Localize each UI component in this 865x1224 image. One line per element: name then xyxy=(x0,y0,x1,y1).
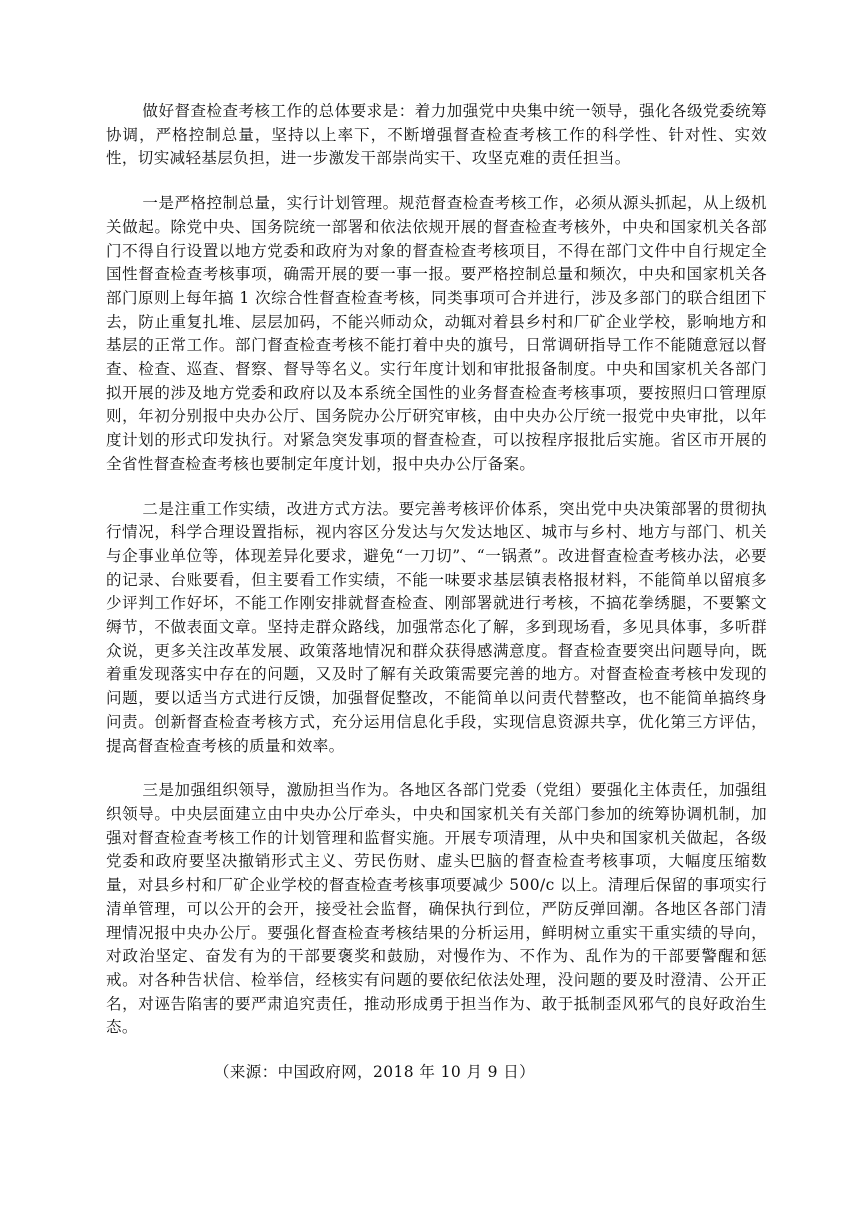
paragraph-general-requirements: 做好督查检查考核工作的总体要求是：着力加强党中央集中统一领导，强化各级党委统筹协调，严格控制总量，坚持以上率下，不断增强督查检查考核工作的科学性、针对性、实效性，切实减轻基层负担，进一步激发干部崇尚实干、攻坚克难的责任担当。 xyxy=(106,102,767,168)
paragraph-work-performance: 二是注重工作实绩，改进方式方法。要完善考核评价体系，突出党中央决策部署的贯彻执行情况，科学合理设置指标，视内容区分发达与欠发达地区、城市与乡村、地方与部门、机关与企事业单位等，体现差异化要求，避免“一刀切”、“一锅煮”。改进督查检查考核办法，必要的记录、台账要看，但主要看工作实绩，不能一味要求基层镇表格报材料，不能简单以留痕多少评判工作好坏，不能工作刚安排就督查检查、刚部署就进行考核，不搞花拳绣腿，不要繁文缛节，不做表面文章。坚持走群众路线，加强常态化了解，多到现场看，多见具体事，多听群众说，更多关注改革发展、政策落地情况和群众获得感满意度。督查检查要突出问题导向，既着重发现落实中存在的问题，又及时了解有关政策需要完善的地方。对督查检查考核中发现的问题，要以适当方式进行反馈，加强督促整改，不能简单以问责代替整改，也不能简单搞终身问责。创新督查检查考核方式，充分运用信息化手段，实现信息资源共享，优化第三方评估，提高督查检查考核的质量和效率。 xyxy=(106,499,767,755)
source-note: （来源：中国政府网，2018 年 10 月 9 日） xyxy=(214,1063,536,1082)
paragraph-control-total: 一是严格控制总量，实行计划管理。规范督查检查考核工作，必须从源头抓起，从上级机关做起。除党中央、国务院统一部署和依法依规开展的督查检查考核外，中央和国家机关各部门不得自行设置以地方党委和政府为对象的督查检查考核项目，不得在部门文件中自行规定全国性督查检查考核事项，确需开展的要一事一报。要严格控制总量和频次，中央和国家机关各部门原则上每年搞 1 次综合性督查检查考核，同类事项可合并进行，涉及多部门的联合组团下去，防止重复扎堆、层层加码，不能兴师动众，动辄对着县乡村和厂矿企业学校，影响地方和基层的正常工作。部门督查检查考核不能打着中央的旗号，日常调研指导工作不能随意冠以督查、检查、巡查、督察、督导等名义。实行年度计划和审批报备制度。中央和国家机关各部门拟开展的涉及地方党委和政府以及本系统全国性的业务督查检查考核事项，要按照归口管理原则，年初分别报中央办公厅、国务院办公厅研究审核，由中央办公厅统一报党中央审批，以年度计划的形式印发执行。对紧急突发事项的督查检查，可以按程序报批后实施。省区市开展的全省性督查检查考核也要制定年度计划，报中央办公厅备案。 xyxy=(106,194,767,473)
paragraph-organization-leadership: 三是加强组织领导，激励担当作为。各地区各部门党委（党组）要强化主体责任，加强组织领导。中央层面建立由中央办公厅牵头，中央和国家机关有关部门参加的统筹协调机制，加强对督查检查考核工作的计划管理和监督实施。开展专项清理，从中央和国家机关做起，各级党委和政府要坚决撤销形式主义、劳民伤财、虚头巴脑的督查检查考核事项，大幅度压缩数量，对县乡村和厂矿企业学校的督查检查考核事项要减少 500/c 以上。清理后保留的事项实行清单管理，可以公开的会开，接受社会监督，确保执行到位，严防反弹回潮。各地区各部门清理情况报中央办公厅。要强化督查检查考核结果的分析运用，鲜明树立重实干重实绩的导向，对政治坚定、奋发有为的干部要褒奖和鼓励，对慢作为、不作为、乱作为的干部要警醒和惩戒。对各种告状信、检举信，经核实有问题的要依纪依法处理，没问题的要及时澄清、公开正名，对诬告陷害的要严肃追究责任，推动形成勇于担当作为、敢于抵制歪风邪气的良好政治生态。 xyxy=(106,781,767,1037)
document-body xyxy=(106,100,767,1085)
